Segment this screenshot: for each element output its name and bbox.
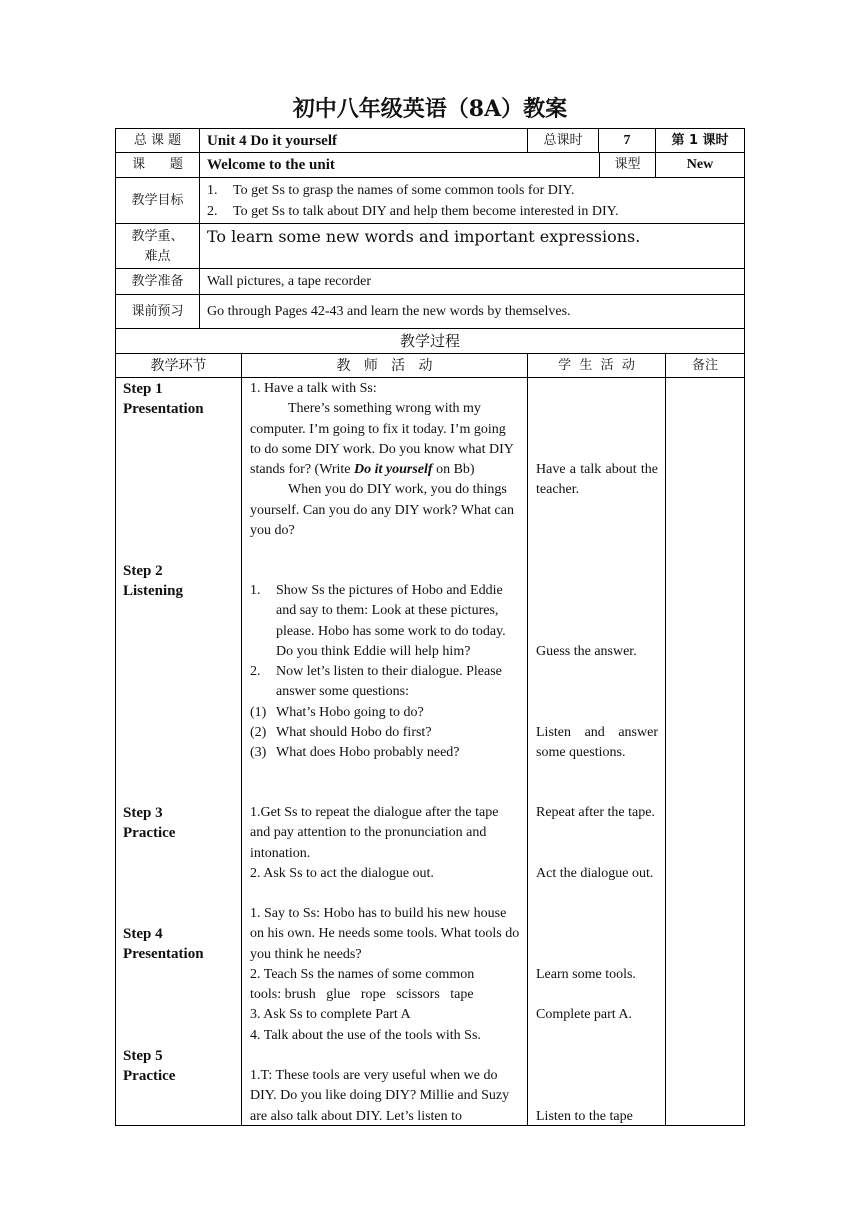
teacher-step-1: 1. Have a talk with Ss: There’s something wrong with my computer. I’m going to fix it today. I’m going to do some DIY work. Do you know what DIY stands for? (Write Do it yourself on Bb) When you do DIY work, you do things yourself. Can you do any DIY work? What can you do? [250, 379, 520, 541]
topic-value: Unit 4 Do it yourself [199, 128, 528, 153]
preparation-text: Wall pictures, a tape recorder [199, 268, 745, 295]
objective-item: 2. To get Ss to talk about DIY and help them become interested in DIY. [207, 204, 619, 219]
list-item: 2. Now let’s listen to their dialogue. Please answer some questions: [250, 664, 502, 700]
teacher-step-3: 1.Get Ss to repeat the dialogue after the tape and pay attention to the pronunciation and intonation. 2. Ask Ss to act the dialogue out. [250, 805, 499, 881]
stage-column [115, 377, 242, 1126]
objectives-list [199, 177, 745, 224]
preview-label: 课前预习 [115, 294, 200, 329]
process-title: 教学过程 [115, 328, 745, 354]
col-header-stage: 教学环节 [115, 353, 242, 378]
objective-item: 1. To get Ss to grasp the names of some common tools for DIY. [207, 183, 575, 198]
question-item: (2) What should Hobo do first? [250, 725, 432, 741]
total-hours-value: 7 [598, 128, 656, 153]
type-value: New [655, 152, 745, 178]
student-activity: Have a talk about the teacher. [536, 462, 658, 498]
lesson-label: 课 题 [115, 152, 200, 178]
teacher-step-2 [250, 581, 520, 764]
col-header-student: 学 生 活 动 [527, 353, 666, 378]
list-item: 1. Show Ss the pictures of Hobo and Eddie and say to them: Look at these pictures, please. Hobo has some work to do today. Do you think Eddie will help him? [250, 583, 506, 659]
session-label: 第 1 课时 [655, 128, 745, 153]
teacher-paragraph: There’s something wrong with my computer. I’m going to fix it today. I’m going to do some DIY work. Do you know what DIY stands for? (Write Do it yourself on Bb) [250, 401, 514, 478]
step-4: Step 4 Presentation [123, 926, 204, 962]
step-1: Step 1 Presentation [123, 381, 204, 417]
page-title: 初中八年级英语（8A）教案 [292, 96, 568, 122]
key-points-text: To learn some new words and important expressions. [199, 223, 745, 269]
student-activity: Learn some tools. [536, 967, 636, 982]
question-item: (3) What does Hobo probably need? [250, 745, 460, 761]
total-hours-label: 总课时 [527, 128, 599, 153]
student-activity: Guess the answer. [536, 644, 637, 659]
teacher-step-5: 1.T: These tools are very useful when we do DIY. Do you like doing DIY? Millie and Suzy are also talk about DIY. Let’s listen to [250, 1068, 510, 1124]
key-points-label: 教学重、 难点 [115, 223, 200, 269]
student-activity: Act the dialogue out. [536, 866, 654, 881]
student-activity: Repeat after the tape. [536, 805, 655, 820]
preview-text: Go through Pages 42-43 and learn the new words by themselves. [199, 294, 745, 329]
notes-column [665, 377, 745, 1126]
col-header-notes: 备注 [665, 353, 745, 378]
student-activity: Listen to the tape [536, 1109, 633, 1124]
teacher-step-4: 1. Say to Ss: Hobo has to build his new house on his own. He needs some tools. What tools do you think he needs? 2. Teach Ss the names of some common tools: brush glue rope scissors tape 3. Ask Ss to complete Part A 4. Talk about the use of the tools with Ss. [250, 906, 520, 1043]
step-5: Step 5 Practice [123, 1048, 176, 1084]
step-3: Step 3 Practice [123, 805, 176, 841]
step-2: Step 2 Listening [123, 563, 184, 599]
student-activity: Listen and answer some questions. [536, 725, 658, 761]
lesson-value: Welcome to the unit [199, 152, 600, 178]
col-header-teacher: 教 师 活 动 [241, 353, 528, 378]
type-label: 课型 [599, 152, 656, 178]
topic-label: 总 课 题 [115, 128, 200, 153]
preparation-label: 教学准备 [115, 268, 200, 295]
objectives-label: 教学目标 [115, 177, 200, 224]
question-item: (1) What’s Hobo going to do? [250, 704, 424, 720]
student-activity: Complete part A. [536, 1007, 633, 1022]
